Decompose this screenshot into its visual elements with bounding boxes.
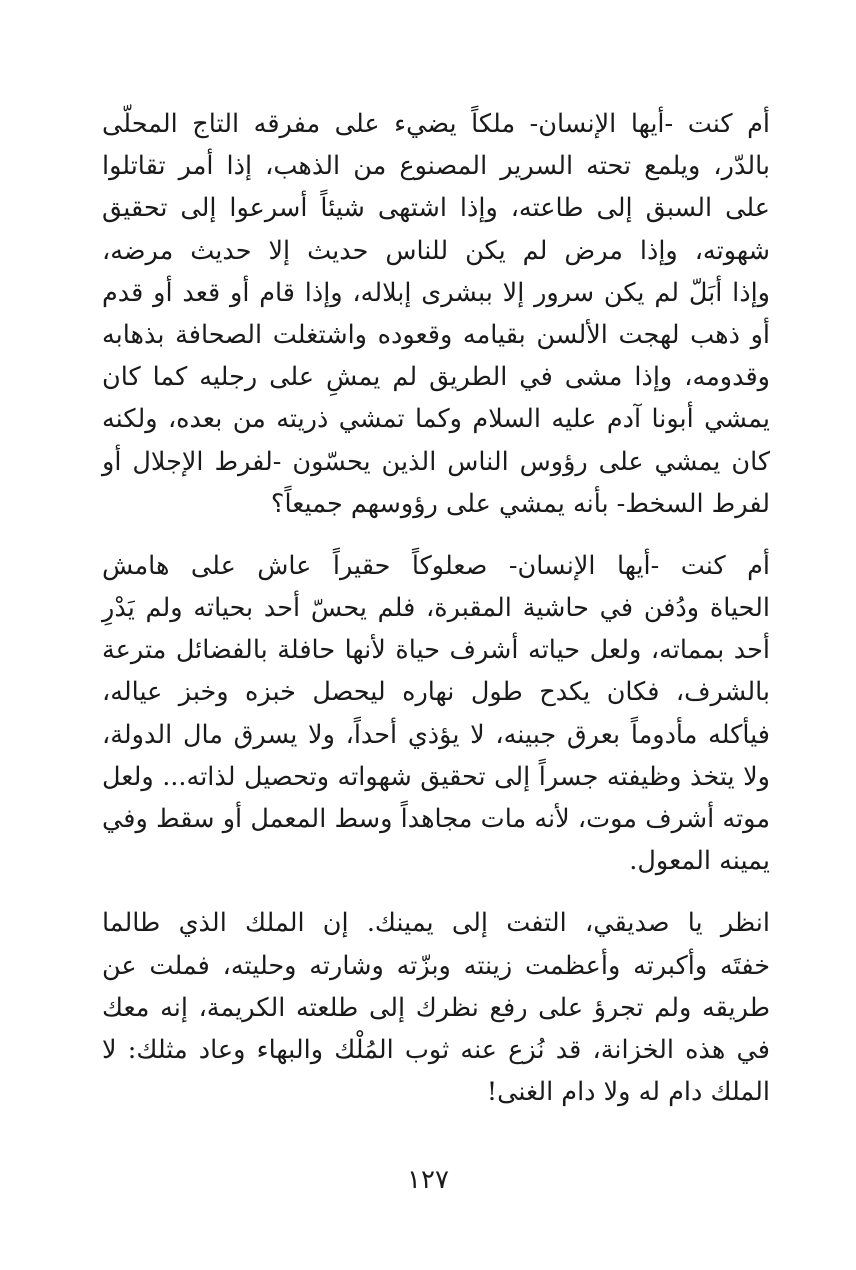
text-line: في هذه الخزانة، قد نُزع عنه ثوب المُلْك والبهاء وعاد مثلك: لا [102, 1034, 770, 1065]
body-text [102, 103, 770, 1113]
text-line: الملك دام له ولا دام الغنى! [486, 1077, 770, 1108]
text-line: الحياة ودُفن في حاشية المقبرة، فلم يحسّ أحد بحياته ولم يَدْرِ [102, 593, 770, 624]
text-line: أو ذهب لهجت الألسن بقيامه وقعوده واشتغلت الصحافة بذهابه [102, 319, 770, 350]
text-line: ولا يتخذ وظيفته جسراً إلى تحقيق شهواته وتحصيل لذاته... ولعل [102, 761, 770, 792]
text-line: لفرط السخط- بأنه يمشي على رؤوسهم جميعاً؟ [270, 488, 770, 519]
text-line: طريقه ولم تجرؤ على رفع نظرك إلى طلعته الكريمة، إنه معك [102, 992, 770, 1023]
paragraph-3 [102, 902, 770, 1113]
text-line: انظر يا صديقي، التفت إلى يمينك. إن الملك الذي طالما [102, 908, 770, 939]
paragraph-spacer [102, 525, 770, 545]
text-line: بالدّر، ويلمع تحته السرير المصنوع من الذهب، إذا أمر تقاتلوا [102, 151, 770, 182]
text-line: وقدومه، وإذا مشى في الطريق لم يمشِ على رجليه كما كان [102, 362, 770, 393]
text-line: أم كنت -أيها الإنسان- صعلوكاً حقيراً عاش على هامش [102, 550, 770, 581]
paragraph-1 [102, 103, 770, 525]
text-line: موته أشرف موت، لأنه مات مجاهداً وسط المعمل أو سقط وفي [102, 804, 770, 834]
text-line: يمشي أبونا آدم عليه السلام وكما تمشي ذريته من بعده، ولكنه [102, 404, 770, 435]
text-line: فيأكله مأدوماً بعرق جبينه، لا يؤذي أحداً، ولا يسرق مال الدولة، [102, 719, 770, 750]
text-line: بالشرف، فكان يكدح طول نهاره ليحصل خبزه وخبز عياله، [102, 677, 770, 708]
text-line: يمينه المعول. [629, 846, 770, 877]
paragraph-spacer [102, 882, 770, 902]
text-line: على السبق إلى طاعته، وإذا اشتهى شيئاً أسرعوا إلى تحقيق [102, 193, 770, 224]
text-line: أم كنت -أيها الإنسان- ملكاً يضيء على مفرقه التاج المحلّى [102, 109, 770, 139]
paragraph-2 [102, 545, 770, 883]
text-line: أحد بمماته، ولعل حياته أشرف حياة لأنها حافلة بالفضائل مترعة [102, 635, 770, 666]
text-line: شهوته، وإذا مرض لم يكن للناس حديث إلا حديث مرضه، [102, 235, 770, 266]
text-line: وإذا أبَلّ لم يكن سرور إلا ببشرى إبلاله، وإذا قام أو قعد أو قدم [102, 277, 770, 308]
text-line: كان يمشي على رؤوس الناس الذين يحسّون -لفرط الإجلال أو [102, 446, 770, 477]
page-number: ١٢٧ [407, 1165, 449, 1195]
text-line: خفتَه وأكبرته وأعظمت زينته وبزّته وشارته وحليته، فملت عن [102, 950, 770, 981]
